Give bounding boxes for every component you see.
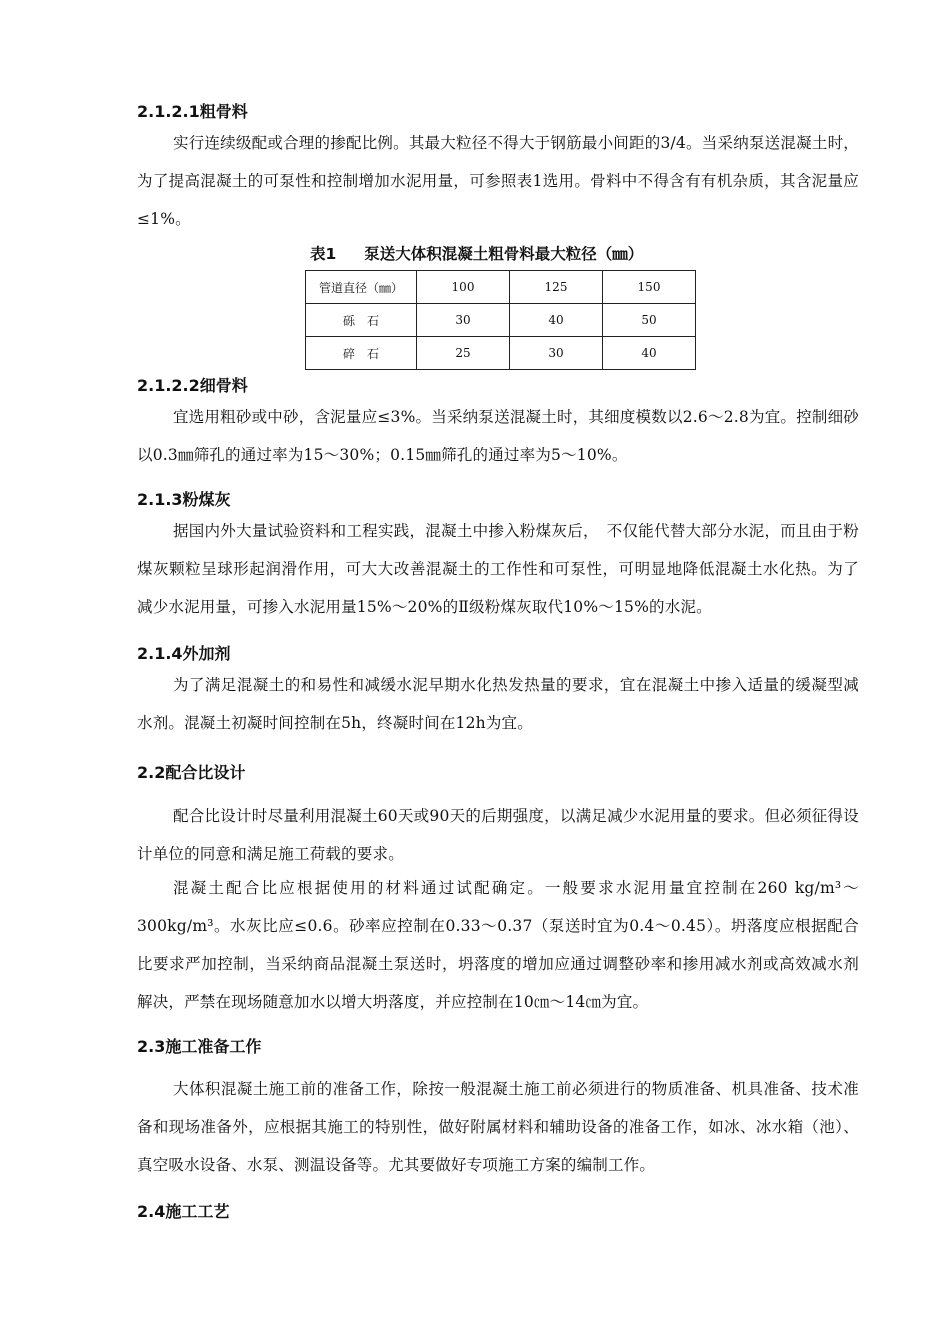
table-cell: 管道直径（㎜） [306,271,417,304]
section-heading-fine-aggregate: 2.1.2.2细骨料 [137,376,248,395]
table-cell: 砾 石 [306,304,417,337]
paragraph-mix-design-1: 配合比设计时尽量利用混凝土60天或90天的后期强度，以满足减少水泥用量的要求。但必须征得设计单位的同意和满足施工荷载的要求。 [137,807,859,863]
paragraph-coarse-aggregate: 实行连续级配或合理的掺配比例。其最大粒径不得大于钢筋最小间距的3/4。当采纳泵送混凝土时，为了提高混凝土的可泵性和控制增加水泥用量，可参照表1选用。骨料中不得含有有机杂质，其含泥量应≤1%。 [137,134,859,228]
table-cell: 125 [510,271,603,304]
section-heading-construction-process: 2.4施工工艺 [137,1202,230,1221]
table-caption [310,244,643,264]
aggregate-size-table [305,270,696,370]
table-cell: 30 [510,337,603,370]
table-cell: 碎 石 [306,337,417,370]
section-heading-preparation: 2.3施工准备工作 [137,1037,262,1056]
table-row [306,304,696,337]
paragraph-preparation: 大体积混凝土施工前的准备工作，除按一般混凝土施工前必须进行的物质准备、机具准备、技术准备和现场准备外，应根据其施工的特别性，做好附属材料和辅助设备的准备工作，如冰、冰水箱（池）、真空吸水设备、水泵、测温设备等。尤其要做好专项施工方案的编制工作。 [137,1080,859,1174]
section-heading-admixture: 2.1.4外加剂 [137,644,231,663]
table-cell: 50 [603,304,696,337]
table-header-row [306,271,696,304]
table-row [306,337,696,370]
section-heading-coarse-aggregate: 2.1.2.1粗骨料 [137,102,248,121]
section-heading-fly-ash: 2.1.3粉煤灰 [137,490,231,509]
table-caption-title: 泵送大体积混凝土粗骨料最大粒径（㎜） [364,245,644,263]
table-cell: 30 [417,304,510,337]
paragraph-fly-ash: 据国内外大量试验资料和工程实践，混凝土中掺入粉煤灰后， 不仅能代替大部分水泥，而且由于粉煤灰颗粒呈球形起润滑作用，可大大改善混凝土的工作性和可泵性，可明显地降低混凝土水化热。为了减少水泥用量，可掺入水泥用量15%～20%的Ⅱ级粉煤灰取代10%～15%的水泥。 [137,522,859,616]
table-caption-number: 表1 [310,245,337,263]
table-cell: 100 [417,271,510,304]
table-cell: 25 [417,337,510,370]
paragraph-admixture: 为了满足混凝土的和易性和减缓水泥早期水化热发热量的要求，宜在混凝土中掺入适量的缓凝型减水剂。混凝土初凝时间控制在5h，终凝时间在12h为宜。 [137,676,859,732]
section-heading-mix-design: 2.2配合比设计 [137,763,246,782]
paragraph-fine-aggregate: 宜选用粗砂或中砂，含泥量应≤3%。当采纳泵送混凝土时，其细度模数以2.6～2.8为宜。控制细砂以0.3㎜筛孔的通过率为15～30%；0.15㎜筛孔的通过率为5～10%。 [137,408,859,464]
table-cell: 150 [603,271,696,304]
paragraph-mix-design-2: 混凝土配合比应根据使用的材料通过试配确定。一般要求水泥用量宜控制在260 kg/m³～300kg/m³。水灰比应≤0.6。砂率应控制在0.33～0.37（泵送时宜为0.4～0.45）。坍落度应根据配合比要求严加控制，当采纳商品混凝土泵送时，坍落度的增加应通过调整砂率和掺用减水剂或高效减水剂解决，严禁在现场随意加水以增大坍落度，并应控制在10㎝～14㎝为宜。 [137,879,859,1011]
table-cell: 40 [603,337,696,370]
table-cell: 40 [510,304,603,337]
